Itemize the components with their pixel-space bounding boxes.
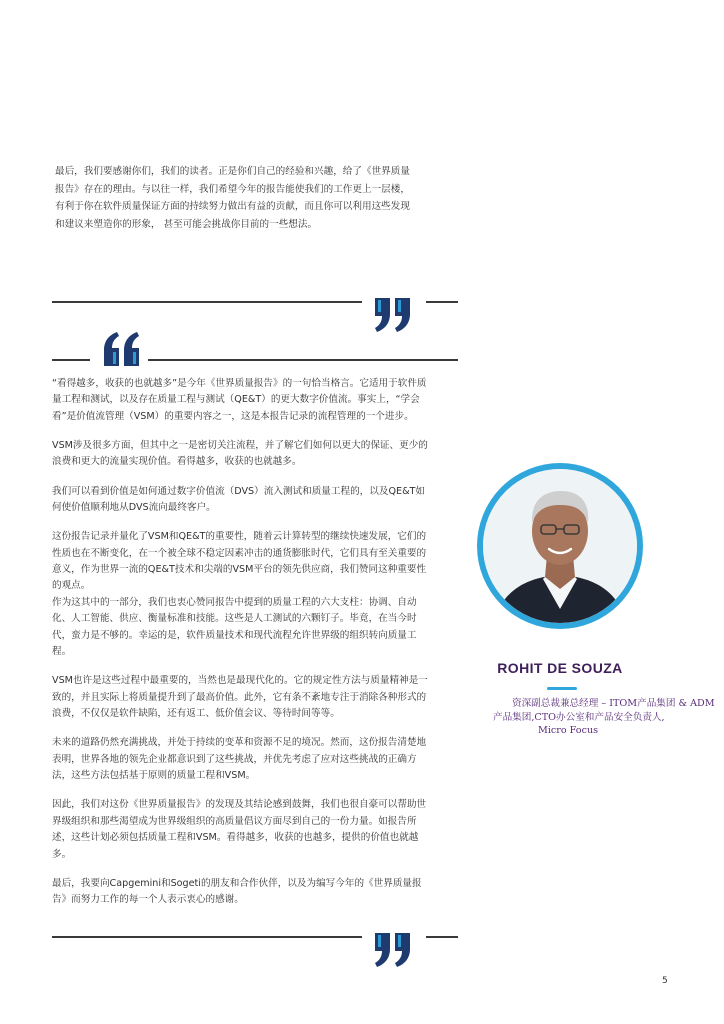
body-text [52, 376, 434, 921]
open-quote-icon [99, 330, 143, 368]
author-portrait [477, 463, 643, 629]
intro-line: 报告》存在的理由。与以往一样，我们希望今年的报告能使我们的工作更上一层楼， [55, 183, 410, 195]
body-paragraph: VSM涉及很多方面，但其中之一是密切关注流程，并了解它们如何以更大的保证、更少的浪费和更大的流量实现价值。看得越多，收获的也就越多。 [52, 440, 428, 468]
author-title-line: 产品集团,CTO办公室和产品安全负责人, [493, 711, 665, 723]
body-paragraph: 我们可以看到价值是如何通过数字价值流（DVS）流入测试和质量工程的，以及QE&T如何使价值顺利地从DVS流向最终客户。 [52, 485, 426, 514]
close-quote-icon [371, 296, 415, 334]
intro-paragraph [55, 163, 425, 233]
divider-line [426, 301, 458, 303]
author-title-line: 资深副总裁兼总经理 – ITOM产品集团 & ADM [512, 698, 715, 709]
body-paragraph: “看得越多，收获的也就越多”是今年《世界质量报告》的一句恰当格言。它适用于软件质量工程和测试，以及存在质量工程与测试（QE&T）的更大数字价值流。事实上，“学会看”是价值流管理（VSM）的重要内容之一，这是本报告记录的流程管理的一个进步。 [52, 378, 427, 422]
body-paragraph: 未来的道路仍然充满挑战，并处于持续的变革和资源不足的境况。然而，这份报告清楚地表明，世界各地的领先企业都意识到了这些挑战，并优先考虑了应对这些挑战的正确方法，这些方法包括基于原则的质量工程和VSM。 [52, 737, 427, 782]
intro-line: 和建议来塑造你的形象， 甚至可能会挑战你目前的一些想法。 [55, 218, 318, 230]
name-underline [547, 687, 577, 690]
body-paragraph: 因此，我们对这份《世界质量报告》的发现及其结论感到鼓舞，我们也很自豪可以帮助世界级组织和那些渴望成为世界级组织的高质量倡议方面尽到自己的一份力量。如报告所述，这些计划必须包括质量工程和VSM。看得越多，收获的也越多，提供的价值也就越多。 [52, 799, 427, 860]
divider-line [52, 936, 362, 938]
person-photo [483, 469, 637, 623]
author-title [493, 697, 715, 738]
divider-line [52, 359, 90, 361]
body-paragraph: 作为这其中的一部分，我们也衷心赞同报告中提到的质量工程的六大支柱：协调、自动化、人工智能、供应、衡量标准和技能。这些是人工测试的六颗钉子。毕竟，在当今时代，蛮力是不够的。幸运的是，软件质量技术和现代流程允许世界级的组织转向质量工程。 [52, 596, 417, 658]
divider-line [52, 301, 362, 303]
body-paragraph: 最后，我要向Capgemini和Sogeti的朋友和合作伙伴，以及为编写今年的《世界质量报告》而努力工作的每一个人表示衷心的感谢。 [52, 877, 422, 906]
close-quote-icon [371, 931, 415, 969]
divider-line [426, 936, 458, 938]
author-title-line: Micro Focus [538, 725, 599, 736]
author-name: ROHIT DE SOUZA [497, 660, 623, 676]
body-paragraph: 这份报告记录并量化了VSM和QE&T的重要性，随着云计算转型的继续快速发展，它们的性质也在不断变化，在一个被全球不稳定因素冲击的通货膨胀时代，它们具有至关重要的意义，作为世界一流的QE&T技术和尖端的VSM平台的领先供应商，我们赞同这种重要性的观点。 [52, 531, 427, 592]
intro-line: 有利于你在软件质量保证方面的持续努力做出有益的贡献，而且你可以利用这些发现 [55, 201, 410, 212]
divider-line [148, 359, 458, 361]
page-number: 5 [662, 976, 668, 986]
intro-line: 最后，我们要感谢你们，我们的读者。正是你们自己的经验和兴趣，给了《世界质量 [55, 166, 410, 177]
body-paragraph: VSM也许是这些过程中最重要的，当然也是最现代化的。它的规定性方法与质量精神是一致的，并且实际上将质量提升到了最高价值。此外，它有条不紊地专注于消除各种形式的浪费，不仅仅是软件缺陷，还有返工、低价值会议、等待时间等等。 [52, 675, 428, 720]
